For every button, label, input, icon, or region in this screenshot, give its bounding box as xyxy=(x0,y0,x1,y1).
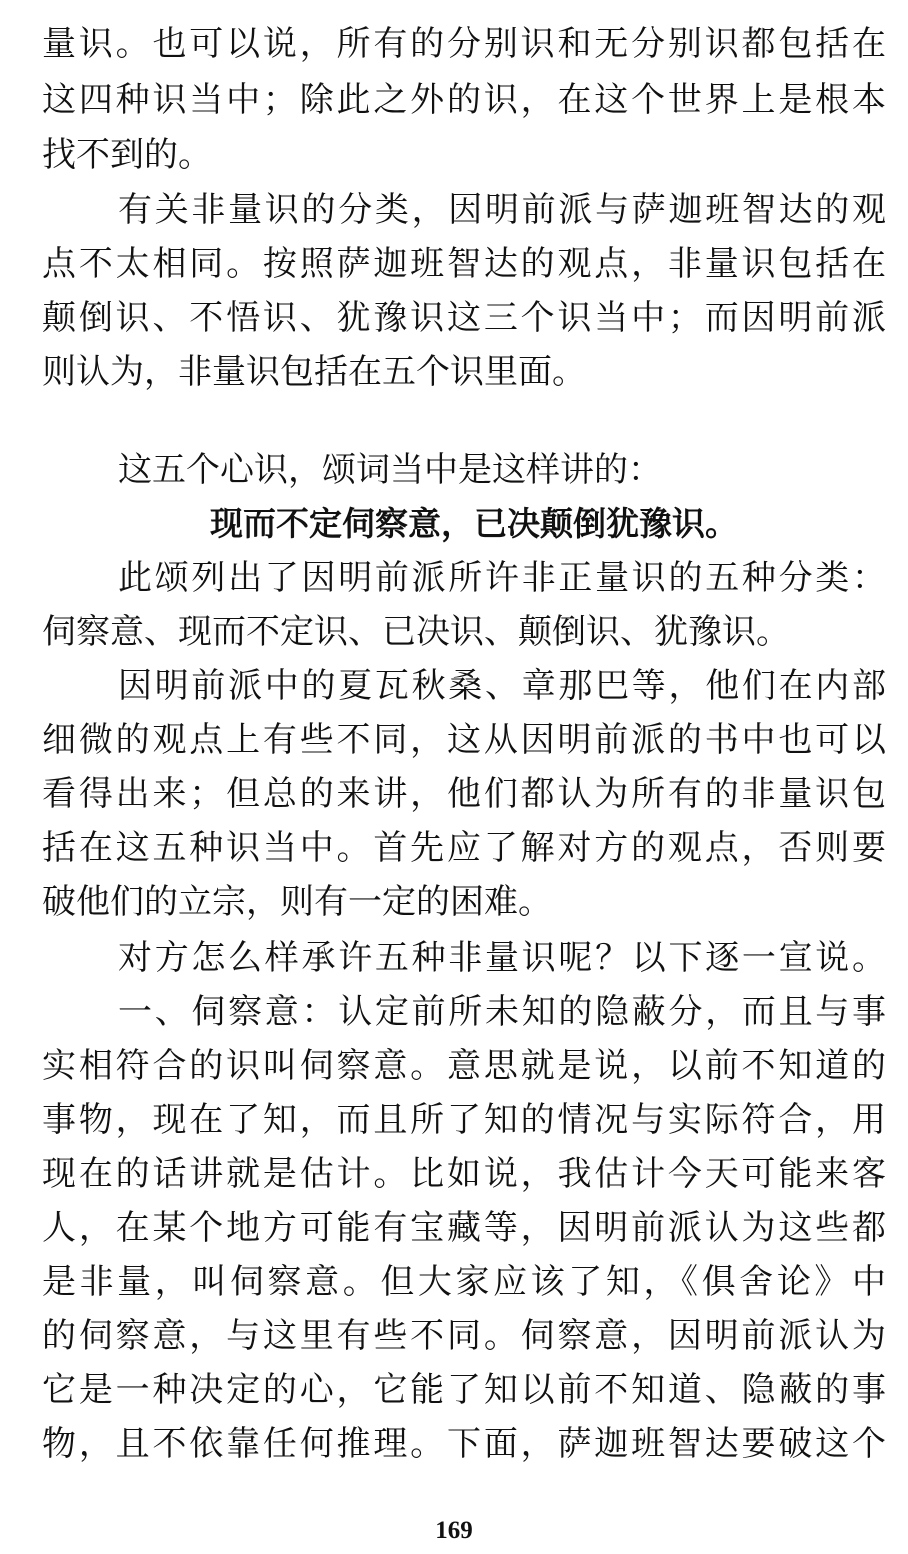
text-line: 现在的话讲就是估计。比如说，我估计今天可能来客 xyxy=(42,1154,886,1194)
text-line: 是非量，叫伺察意。但大家应该了知，《俱舍论》中 xyxy=(42,1262,886,1302)
text-line: 这四种识当中；除此之外的识，在这个世界上是根本 xyxy=(42,80,886,120)
text-line: 量识。也可以说，所有的分别识和无分别识都包括在 xyxy=(42,24,886,64)
text-line: 此颂列出了因明前派所许非正量识的五种分类： xyxy=(118,558,886,598)
text-line: 这五个心识，颂词当中是这样讲的： xyxy=(118,450,662,490)
text-line: 破他们的立宗，则有一定的困难。 xyxy=(42,882,552,922)
text-line: 的伺察意，与这里有些不同。伺察意，因明前派认为 xyxy=(42,1316,886,1356)
text-line: 括在这五种识当中。首先应了解对方的观点，否则要 xyxy=(42,828,886,868)
text-line: 对方怎么样承许五种非量识呢？以下逐一宣说。 xyxy=(118,938,886,978)
text-line: 找不到的。 xyxy=(42,135,212,175)
text-line: 颠倒识、不悟识、犹豫识这三个识当中；而因明前派 xyxy=(42,298,886,338)
text-line: 有关非量识的分类，因明前派与萨迦班智达的观 xyxy=(118,190,886,230)
text-line: 事物，现在了知，而且所了知的情况与实际符合，用 xyxy=(42,1100,886,1140)
text-line: 伺察意、现而不定识、已决识、颠倒识、犹豫识。 xyxy=(42,612,790,652)
verse-line: 现而不定伺察意，已决颠倒犹豫识。 xyxy=(210,504,738,543)
page-number: 169 xyxy=(435,1517,473,1544)
text-line: 点不太相同。按照萨迦班智达的观点，非量识包括在 xyxy=(42,244,886,284)
text-line: 物，且不依靠任何推理。下面，萨迦班智达要破这个 xyxy=(42,1424,886,1464)
text-line: 人，在某个地方可能有宝藏等，因明前派认为这些都 xyxy=(42,1208,886,1248)
text-line: 实相符合的识叫伺察意。意思就是说，以前不知道的 xyxy=(42,1046,886,1086)
text-line: 它是一种决定的心，它能了知以前不知道、隐蔽的事 xyxy=(42,1370,886,1410)
text-line: 因明前派中的夏瓦秋桑、章那巴等，他们在内部 xyxy=(118,666,886,706)
text-line: 一、伺察意：认定前所未知的隐蔽分，而且与事 xyxy=(118,992,886,1032)
text-line: 看得出来；但总的来讲，他们都认为所有的非量识包 xyxy=(42,774,886,814)
text-line: 则认为，非量识包括在五个识里面。 xyxy=(42,352,586,392)
text-line: 细微的观点上有些不同，这从因明前派的书中也可以 xyxy=(42,720,886,760)
